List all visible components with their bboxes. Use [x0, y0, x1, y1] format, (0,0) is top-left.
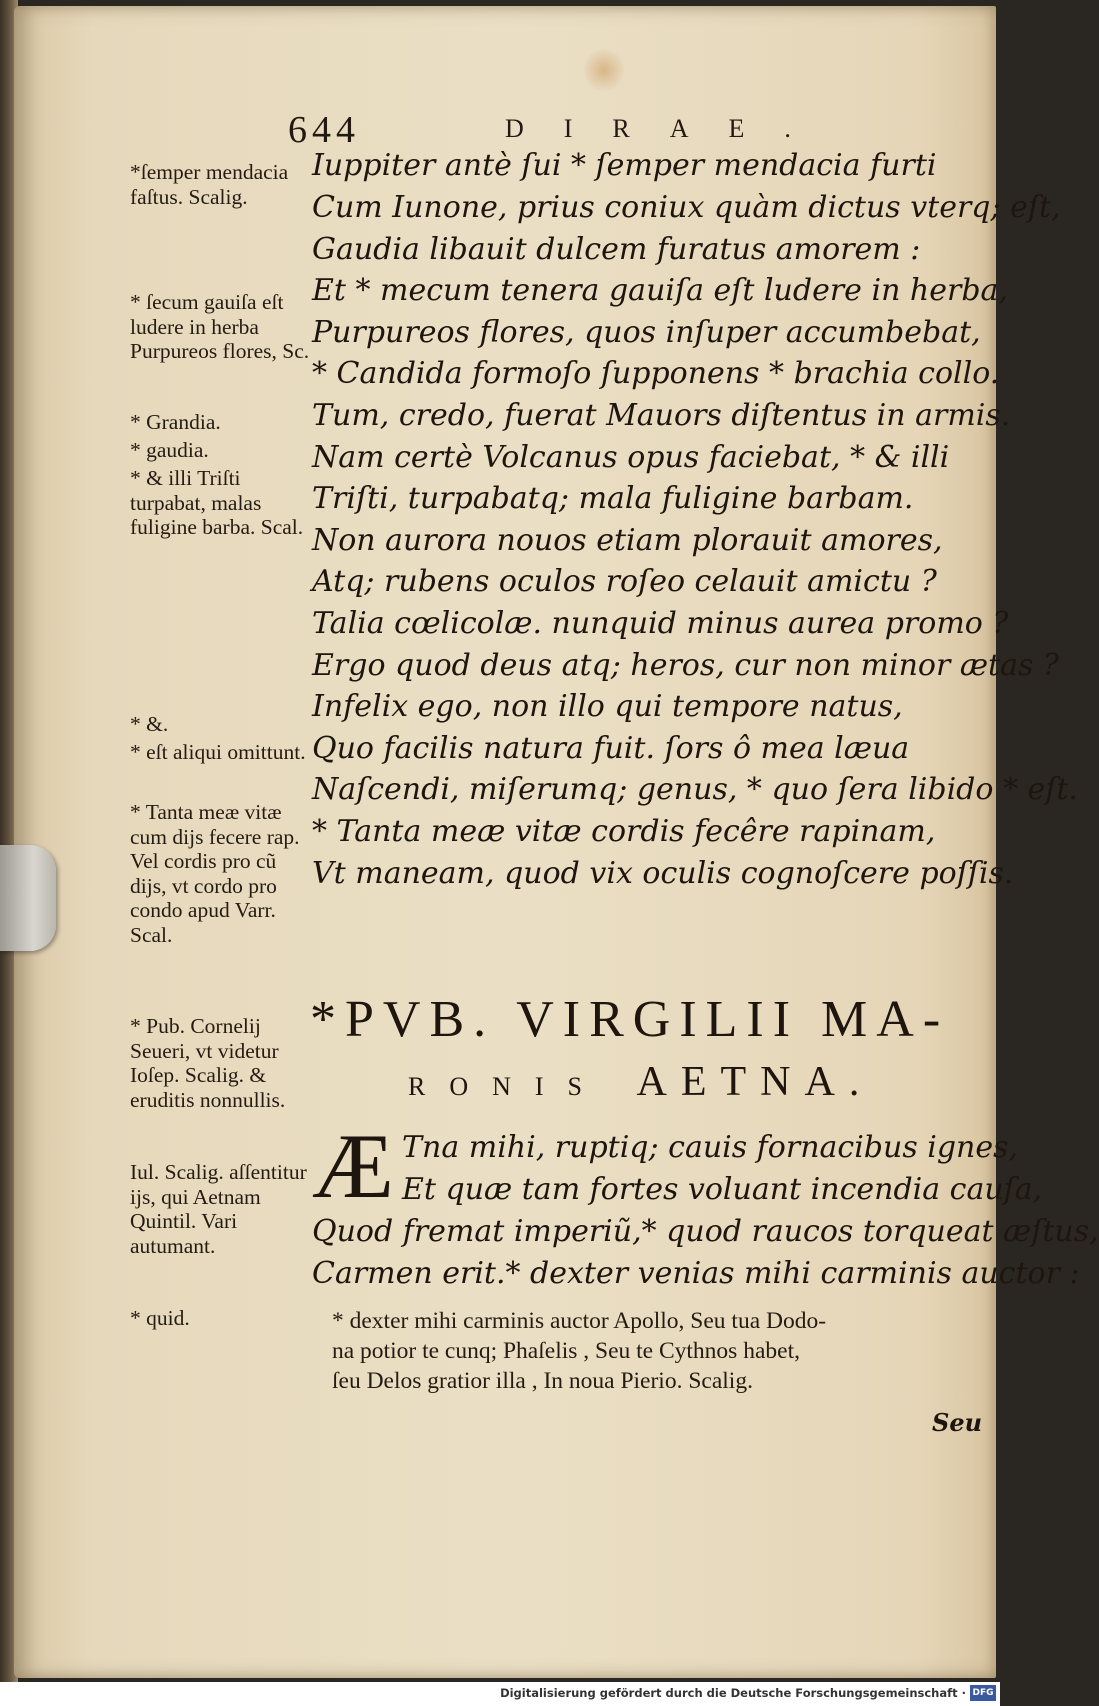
verse-line: Nam certè Volcanus opus faciebat, * & illi — [312, 440, 950, 475]
page-number: 644 — [288, 109, 360, 151]
verse-line: Vt maneam, quod vix oculis cognoſcere poſſis. — [312, 856, 1014, 891]
margin-note: * gaudia. — [130, 438, 209, 462]
page-header — [0, 108, 1000, 151]
margin-note: *ſemper mendacia faſtus. Scalig. — [130, 160, 289, 209]
margin-note: * &. — [130, 712, 169, 736]
running-head: DIRAE. — [505, 114, 831, 143]
aetna-line: Tna mihi, ruptiq; cauis fornacibus ignes, — [402, 1130, 1019, 1165]
verse-line: Ergo quod deus atq; heros, cur non minor ætas ? — [312, 648, 1060, 683]
verse-line: Atq; rubens oculos roſeo celauit amictu ? — [312, 564, 937, 599]
verse-line: Quo facilis natura fuit. ſors ô mea læua — [312, 731, 910, 766]
verse-line: Triſti, turpabatq; mala fuligine barbam. — [312, 481, 914, 516]
margin-note: * quid. — [130, 1306, 190, 1330]
margin-note: * Tanta meæ vitæ cum dijs fecere rap. Vel cordis pro cũ dijs, vt cordo pro condo apud Varr. Scal. — [130, 800, 300, 947]
footnote-line: na potior te cunq; Phaſelis , Seu te Cythnos habet, — [332, 1338, 800, 1364]
drop-cap: Æ — [312, 1115, 394, 1217]
margin-note: * Grandia. — [130, 410, 221, 434]
catchword: Seu — [932, 1408, 983, 1437]
verse-line: Naſcendi, miſerumq; genus, * quo ſera libido * eſt. — [312, 772, 1078, 807]
section-title: *PVB. VIRGILII MA- — [310, 991, 950, 1048]
digitization-footer — [0, 1682, 1000, 1706]
margin-note: * eſt aliqui omittunt. — [130, 740, 306, 764]
footnote-line: * dexter mihi carminis auctor Apollo, Seu tua Dodo- — [332, 1308, 827, 1334]
verse-line: Tum, credo, fuerat Mauors diſtentus in armis. — [312, 398, 1011, 433]
verse-line: Non aurora nouos etiam plorauit amores, — [312, 523, 943, 558]
footer-credit: Digitalisierung gefördert durch die Deutsche Forschungsgemeinschaft · — [500, 1686, 966, 1700]
dfg-logo-icon: DFG — [970, 1685, 996, 1701]
aetna-line: Quod fremat imperiũ,* quod raucos torqueat æſtus, — [312, 1214, 1099, 1249]
verse-line: Purpureos flores, quos inſuper accumbebat, — [312, 315, 981, 350]
verse-line: Iuppiter antè ſui * ſemper mendacia furti — [312, 148, 937, 183]
verse-line: Gaudia libauit dulcem furatus amorem : — [312, 232, 921, 267]
section-subtitle-small: RONIS — [408, 1072, 607, 1101]
margin-note: * & illi Triſti turpabat, malas fuligine barba. Scal. — [130, 466, 304, 539]
aetna-line: Et quæ tam fortes voluant incendia cauſa, — [402, 1172, 1043, 1207]
verse-line: * Candida formoſo ſupponens * brachia collo. — [312, 356, 1000, 391]
section-subtitle — [408, 1058, 873, 1106]
verse-line: * Tanta meæ vitæ cordis fecêre rapinam, — [312, 814, 936, 849]
verse-line: Infelix ego, non illo qui tempore natus, — [312, 689, 903, 724]
verse-line: Talia cœlicolæ. nunquid minus aurea promo ? — [312, 606, 1009, 641]
book-clasp — [0, 845, 56, 951]
paper-stain — [584, 46, 624, 94]
verse-line: Cum Iunone, prius coniux quàm dictus vterq; eſt, — [312, 190, 1061, 225]
margin-note: * Pub. Cornelij Seueri, vt videtur Ioſep. Scalig. & eruditis nonnullis. — [130, 1014, 286, 1112]
section-subtitle-big: AETNA. — [636, 1059, 874, 1105]
aetna-line: Carmen erit.* dexter venias mihi carminis auctor : — [312, 1256, 1080, 1291]
margin-note: Iul. Scalig. aſſentitur ijs, qui Aetnam Quintil. Vari autumant. — [130, 1160, 307, 1258]
verse-line: Et * mecum tenera gauiſa eſt ludere in herba, — [312, 273, 1008, 308]
footnote-line: ſeu Delos gratior illa , In noua Pierio. Scalig. — [332, 1368, 753, 1394]
margin-note: * ſecum gauiſa eſt ludere in herba Purpureos flores, Sc. — [130, 290, 310, 363]
